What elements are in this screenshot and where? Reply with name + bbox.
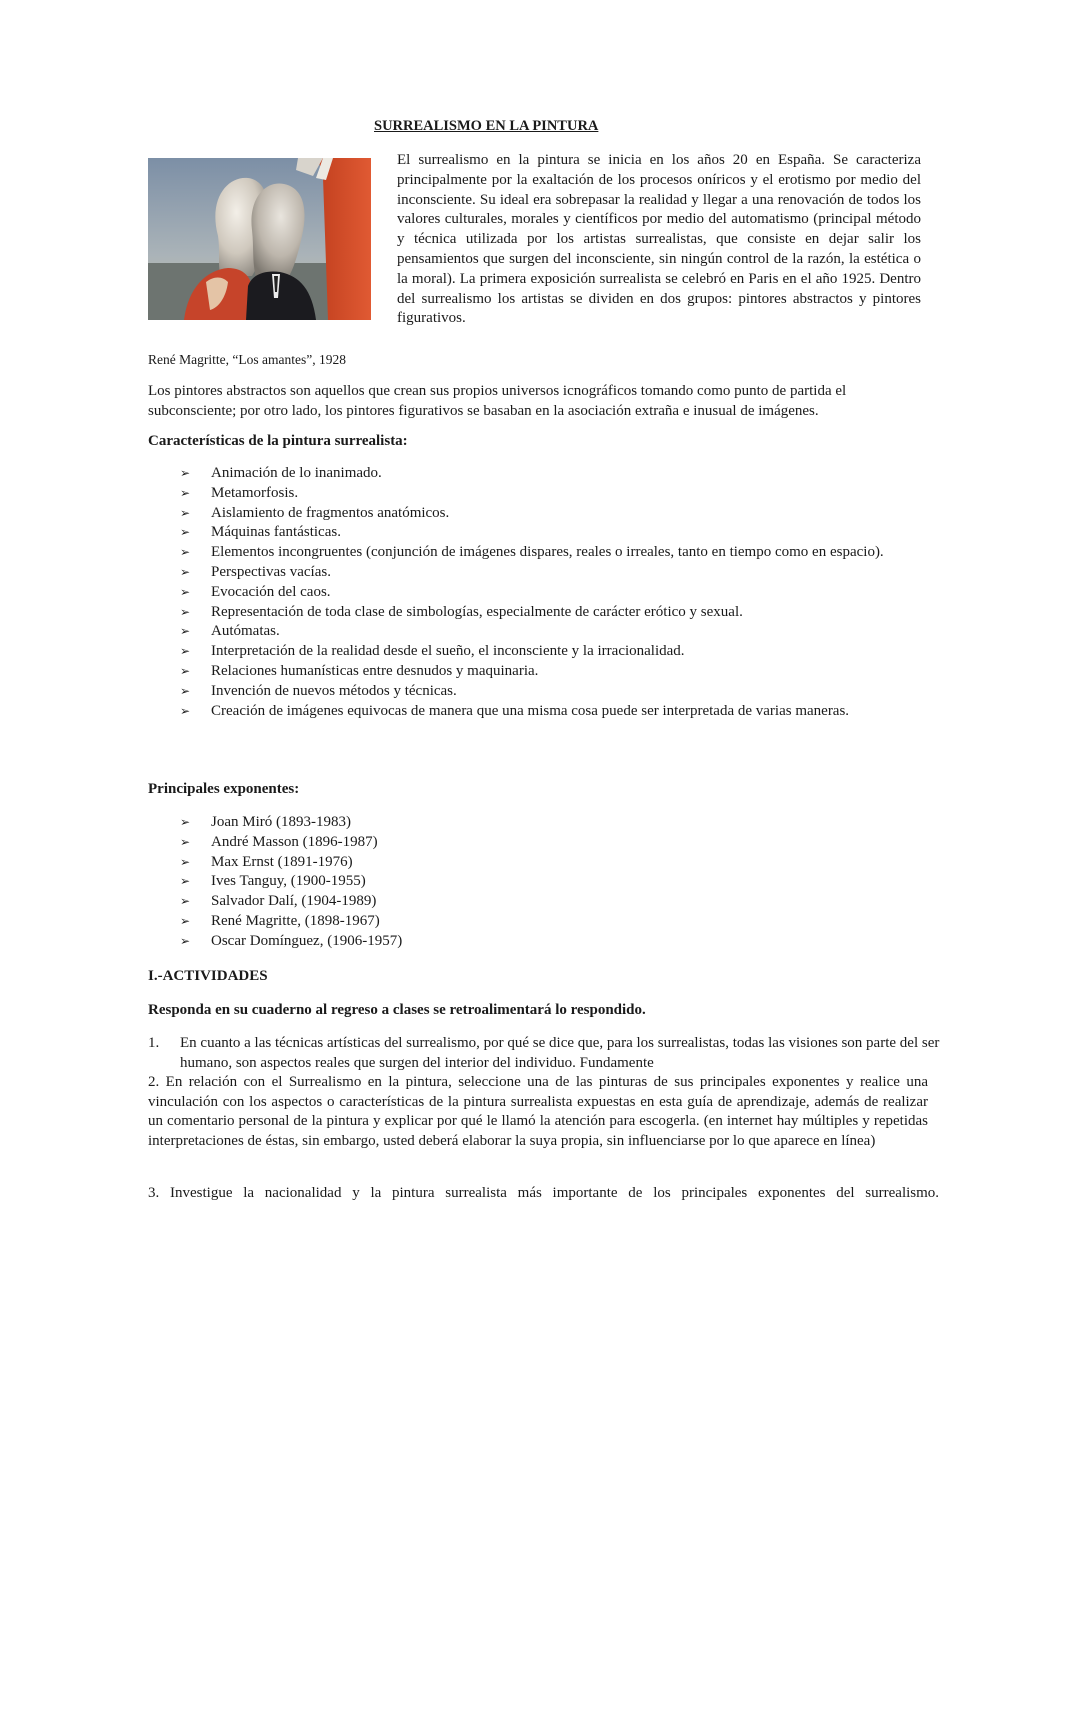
activity-2: 2. En relación con el Surrealismo en la pintura, seleccione una de las pinturas de sus principales exponentes y realice una vinculación con los aspectos o características de la pintura surrealista expuestas en esta guía de aprendizaje, además de realizar un comentario personal de la pintura y explicar por qué le llamó la atención para escogerla. (en internet hay múltiples y repetidas interpretaciones de éstas, sin embargo, usted deberá elaborar la suya propia, sin influenciarse por lo que aparece en línea)	[148, 1074, 928, 1149]
list-item: ➢ André Masson (1896-1987)	[180, 833, 910, 853]
activity-3: 3. Investigue la nacionalidad y la pintura surrealista más importante de los principales exponentes del surrealismo.	[148, 1185, 940, 1201]
arrow-bullet-icon: ➢	[180, 683, 191, 698]
arrow-bullet-icon: ➢	[180, 584, 191, 599]
list-item: ➢ Joan Miró (1893-1983)	[180, 813, 910, 833]
list-item: ➢ Animación de lo inanimado.	[180, 464, 910, 484]
arrow-bullet-icon: ➢	[180, 466, 191, 480]
arrow-bullet-icon: ➢	[180, 564, 191, 579]
list-item: ➢ Interpretación de la realidad desde el sueño, el inconsciente y la irracionalidad.	[180, 642, 910, 662]
magritte-lovers-illustration	[148, 158, 371, 320]
arrow-bullet-icon: ➢	[180, 894, 191, 909]
list-item: ➢ Salvador Dalí, (1904-1989)	[180, 892, 910, 912]
arrow-bullet-icon: ➢	[180, 624, 191, 639]
page-title: SURREALISMO EN LA PINTURA	[374, 118, 599, 134]
list-item: ➢ Representación de toda clase de simbologías, especialmente de carácter erótico y sexual.	[180, 603, 910, 623]
arrow-bullet-icon: ➢	[180, 545, 191, 560]
arrow-bullet-icon: ➢	[180, 604, 191, 619]
painting-image	[148, 158, 371, 320]
exponents-list	[180, 813, 910, 952]
characteristics-heading: Características de la pintura surrealista:	[148, 433, 408, 449]
arrow-bullet-icon: ➢	[180, 505, 191, 520]
activity-1-number: 1.	[148, 1035, 160, 1051]
activities-heading: I.-ACTIVIDADES	[148, 968, 268, 984]
activities-instruction: Responda en su cuaderno al regreso a clases se retroalimentará lo respondido.	[148, 1002, 646, 1018]
list-item: ➢ Ives Tanguy, (1900-1955)	[180, 872, 910, 892]
arrow-bullet-icon: ➢	[180, 815, 191, 829]
characteristics-list	[180, 464, 910, 721]
arrow-bullet-icon: ➢	[180, 525, 191, 540]
list-item: ➢ Oscar Domínguez, (1906-1957)	[180, 932, 910, 952]
arrow-bullet-icon: ➢	[180, 663, 191, 678]
list-item: ➢ Elementos incongruentes (conjunción de imágenes dispares, reales o irreales, tanto en tiempo como en espacio).	[180, 543, 910, 563]
arrow-bullet-icon: ➢	[180, 834, 191, 849]
list-item: ➢ Creación de imágenes equivocas de manera que una misma cosa puede ser interpretada de varias maneras.	[180, 702, 910, 722]
list-item: ➢ Max Ernst (1891-1976)	[180, 853, 910, 873]
arrow-bullet-icon: ➢	[180, 644, 191, 659]
list-item: ➢ Evocación del caos.	[180, 583, 910, 603]
arrow-bullet-icon: ➢	[180, 874, 191, 889]
list-item: ➢ Invención de nuevos métodos y técnicas.	[180, 682, 910, 702]
list-item: ➢ Aislamiento de fragmentos anatómicos.	[180, 504, 910, 524]
arrow-bullet-icon: ➢	[180, 703, 191, 718]
list-item: ➢ Relaciones humanísticas entre desnudos y maquinaria.	[180, 662, 910, 682]
list-item: ➢ Metamorfosis.	[180, 484, 910, 504]
activity-1-text: En cuanto a las técnicas artísticas del surrealismo, por qué se dice que, para los surrealistas, todas las visiones son parte del ser humano, son aspectos reales que surgen del interior del individuo. Fundamente	[180, 1035, 940, 1071]
intro-paragraph: El surrealismo en la pintura se inicia en los años 20 en España. Se caracteriza principalmente por la exaltación de los procesos oníricos y el erotismo por medio del inconsciente. Su ideal era sobrepasar la realidad y llegar a una renovación de todos los valores culturales, morales y científicos por medio del automatismo (principal método y técnica utilizada por los artistas surrealistas, que consiste en dejar salir los pensamientos que surgen del inconsciente, sin ningún control de la razón, la estética o la moral). La primera exposición surrealista se celebró en Paris en el año 1925. Dentro del surrealismo los artistas se dividen en dos grupos: pintores abstractos y pintores figurativos.	[397, 152, 921, 327]
list-item: ➢ René Magritte, (1898-1967)	[180, 912, 910, 932]
abstract-figurative-paragraph: Los pintores abstractos son aquellos que crean sus propios universos icnográficos tomando como punto de partida el subconsciente; por otro lado, los pintores figurativos se basaban en la asociación extraña e inusual de imágenes.	[148, 383, 847, 419]
list-item: ➢ Perspectivas vacías.	[180, 563, 910, 583]
arrow-bullet-icon: ➢	[180, 485, 191, 500]
list-item: ➢ Autómatas.	[180, 622, 910, 642]
exponents-heading: Principales exponentes:	[148, 781, 300, 797]
painting-caption: René Magritte, “Los amantes”, 1928	[148, 352, 346, 367]
arrow-bullet-icon: ➢	[180, 854, 191, 869]
list-item: ➢ Máquinas fantásticas.	[180, 523, 910, 543]
arrow-bullet-icon: ➢	[180, 933, 191, 948]
activity-1	[148, 1034, 974, 1073]
arrow-bullet-icon: ➢	[180, 913, 191, 928]
